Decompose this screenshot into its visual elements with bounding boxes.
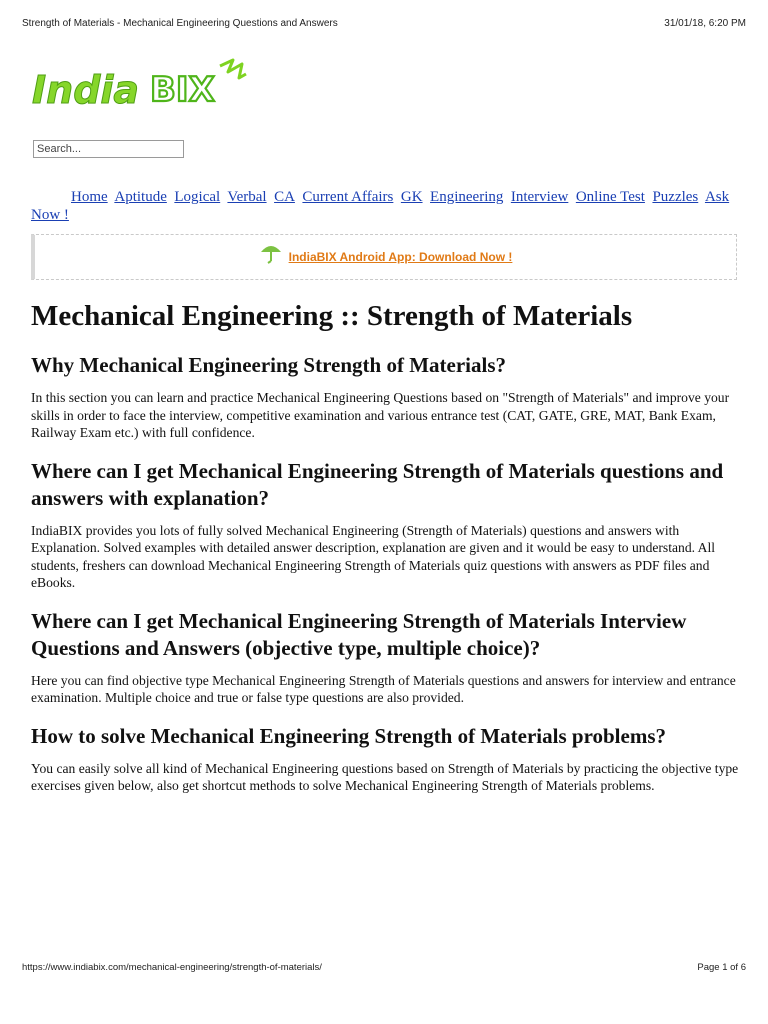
section-body: You can easily solve all kind of Mechanical Engineering questions based on Strength of Materials by practicing the objective type exercises given below, also get shortcut methods to solve Mechanical Engineering Strength of Materials problems. [31,760,739,793]
nav-interview[interactable]: Interview [510,189,569,205]
nav-home[interactable]: Home [71,189,108,205]
nav-online-test[interactable]: Online Test [575,189,645,205]
print-url: https://www.indiabix.com/mechanical-engineering/strength-of-materials/ [22,962,322,973]
nav-gk[interactable]: GK [400,189,423,205]
section-body: Here you can find objective type Mechanical Engineering Strength of Materials questions and answers for interview and entrance examination. Multiple choice and true or false type questions are also provided. [31,672,736,705]
nav-puzzles[interactable]: Puzzles [652,189,699,205]
section-heading: Where can I get Mechanical Engineering Strength of Materials questions and answers with explanation? [31,458,724,510]
indiabix-logo[interactable] [28,56,253,116]
logo-bix-text: BIX [150,70,215,110]
print-footer [22,962,746,973]
android-app-download-link[interactable]: IndiaBIX Android App: Download Now ! [288,250,513,264]
android-app-banner [31,234,737,280]
section-body: IndiaBIX provides you lots of fully solved Mechanical Engineering (Strength of Materials) questions and answers with Explanation. Solved examples with detailed answer description, explanation are given and it would be easy to understand. All students, freshers can download Mechanical Engineering Strength of Materials quiz questions with answers as PDF files and eBooks. [31,522,716,590]
search-input[interactable] [33,140,184,158]
section-heading: How to solve Mechanical Engineering Strength of Materials problems? [31,723,667,748]
print-page-number: Page 1 of 6 [697,962,746,973]
logo-india-text: India [32,68,140,112]
section-body: In this section you can learn and practice Mechanical Engineering Questions based on "Strength of Materials" and improve your skills in order to face the interview, competitive examination and various entrance test (CAT, GATE, GRE, MAT, Bank Exam, Railway Exam etc.) with full confidence. [31,390,730,440]
nav-ca[interactable]: CA [274,189,295,205]
nav-current-affairs[interactable]: Current Affairs [302,189,394,205]
print-datetime: 31/01/18, 6:20 PM [664,18,746,29]
nav-verbal[interactable]: Verbal [227,189,267,205]
nav-aptitude[interactable]: Aptitude [114,189,167,205]
print-page-title: Strength of Materials - Mechanical Engineering Questions and Answers [22,18,338,29]
nav-ask-now[interactable]: Ask Now ! [31,189,730,223]
nav-engineering[interactable]: Engineering [430,189,504,205]
section-heading: Why Mechanical Engineering Strength of Materials? [31,353,506,377]
logo-bolt [220,60,246,78]
main-nav [31,188,741,224]
section-heading: Where can I get Mechanical Engineering Strength of Materials Interview Questions and Answers (objective type, multiple choice)? [31,608,687,660]
page-title: Mechanical Engineering :: Strength of Materials [31,300,633,332]
android-icon [259,242,283,264]
nav-logical[interactable]: Logical [174,189,221,205]
print-header [22,18,746,29]
main-content [31,298,743,811]
